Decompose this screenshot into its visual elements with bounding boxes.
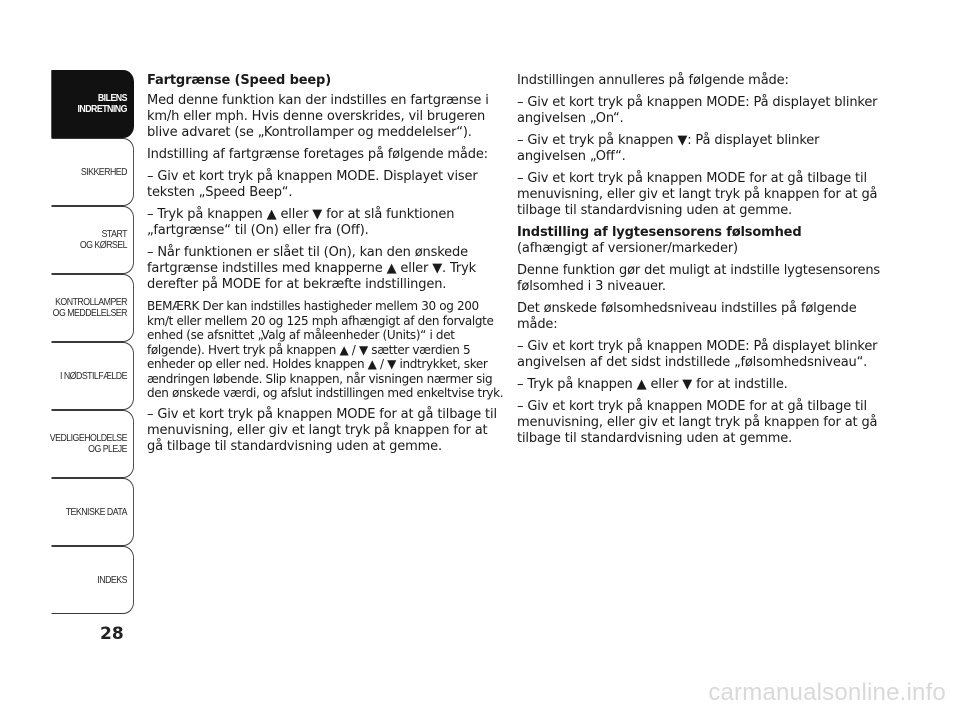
tab-tekniske-data[interactable]: TEKNISKE DATA bbox=[51, 478, 134, 546]
section-heading-light-sensor: Indstilling af lygtesensorens følsomhed bbox=[517, 225, 802, 240]
tab-i-nodstilfaelde[interactable]: I NØDSTILFÆLDE bbox=[51, 342, 134, 410]
paragraph: Det ønskede følsomhedsniveau indstilles på følgende måde: bbox=[517, 301, 857, 332]
right-column bbox=[517, 73, 889, 453]
paragraph: – Tryk på knappen ▲ eller ▼ for at indstille. bbox=[517, 377, 788, 392]
note-paragraph: BEMÆRK Der kan indstilles hastigheder mellem 30 og 200 km/t eller mellem 20 og 125 mph afhængigt af den forvalgte enhed (se afsnittet „Valg af måleenheder (Units)“ i det følgende). Hvert tryk på knappen ▲ / ▼ sætter værdien 5 enheder op eller ned. Holdes knappen ▲ / ▼ indtrykket, sker ændringen løbende. Slip knappen, når visningen nærmer sig den ønskede værdi, og afslut indstillingen med enkeltvise tryk. bbox=[147, 299, 504, 400]
paragraph: – Giv et kort tryk på knappen MODE. Displayet viser teksten „Speed Beep“. bbox=[147, 169, 478, 200]
left-column bbox=[147, 73, 507, 461]
paragraph: Denne funktion gør det muligt at indstille lygtesensorens følsomhed i 3 niveauer. bbox=[517, 263, 881, 294]
paragraph: Med denne funktion kan der indstilles en fartgrænse i km/h eller mph. Hvis denne overskrides, vil brugeren blive advaret (se „Kontrollamper og meddelelser“). bbox=[147, 93, 489, 140]
tab-sikkerhed[interactable]: SIKKERHED bbox=[51, 138, 134, 206]
paragraph: Indstilling af fartgrænse foretages på følgende måde: bbox=[147, 147, 488, 162]
page-number: 28 bbox=[100, 624, 124, 644]
section-heading-speed-beep: Fartgrænse (Speed beep) bbox=[147, 73, 332, 88]
paragraph: – Giv et kort tryk på knappen MODE for at gå tilbage til menuvisning, eller giv et langt tryk på knappen for at gå tilbage til standardvisning uden at gemme. bbox=[517, 399, 878, 446]
paragraph: – Tryk på knappen ▲ eller ▼ for at slå funktionen „fartgrænse“ til (On) eller fra (Off). bbox=[147, 207, 455, 238]
paragraph: – Giv et kort tryk på knappen MODE: På displayet blinker angivelsen „On“. bbox=[517, 95, 878, 126]
tab-kontrollamper[interactable]: KONTROLLAMPER OG MEDDELELSER bbox=[51, 274, 134, 342]
paragraph: – Giv et tryk på knappen ▼: På displayet blinker angivelsen „Off“. bbox=[517, 133, 820, 164]
paragraph: – Giv et kort tryk på knappen MODE for at gå tilbage til menuvisning, eller giv et langt tryk på knappen for at gå tilbage til standardvisning uden at gemme. bbox=[517, 171, 878, 218]
paragraph: – Når funktionen er slået til (On), kan den ønskede fartgrænse indstilles med knapperne ▲ eller ▼. Tryk derefter på MODE for at bekræfte indstillingen. bbox=[147, 245, 477, 292]
tab-indeks[interactable]: INDEKS bbox=[51, 546, 134, 614]
tab-bilens-indretning[interactable]: BILENS INDRETNING bbox=[51, 70, 134, 138]
watermark: carmanualsonline.info bbox=[708, 679, 946, 706]
paragraph: – Giv et kort tryk på knappen MODE for at gå tilbage til menuvisning, eller giv et langt tryk på knappen for at gå tilbage til standardvisning uden at gemme. bbox=[147, 406, 497, 454]
paragraph: Indstillingen annulleres på følgende måde: bbox=[517, 73, 789, 88]
chapter-tabs bbox=[40, 70, 134, 614]
section-subheading: (afhængigt af versioner/markeder) bbox=[517, 241, 738, 256]
paragraph: – Giv et kort tryk på knappen MODE: På displayet blinker angivelsen af det sidst indstillede „følsomhedsniveau“. bbox=[517, 339, 878, 370]
tab-vedligeholdelse[interactable]: VEDLIGEHOLDELSE OG PLEJE bbox=[51, 410, 134, 478]
tab-start-og-korsel[interactable]: START OG KØRSEL bbox=[51, 206, 134, 274]
